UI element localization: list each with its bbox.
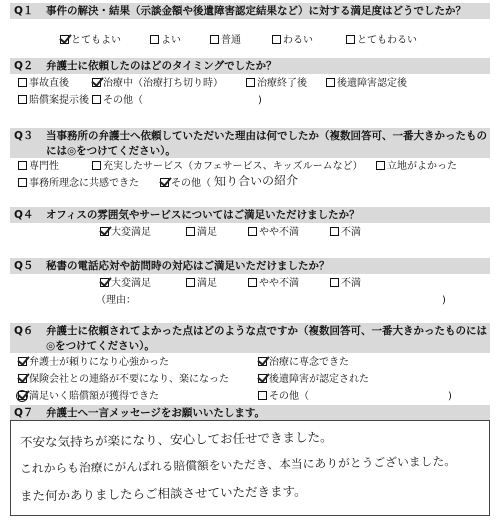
checkbox-checked[interactable] [100, 278, 109, 287]
q5-number: Q５ [14, 260, 34, 272]
q4-option-4[interactable]: 不満 [330, 226, 361, 240]
checkbox[interactable] [248, 278, 257, 287]
checkbox[interactable] [18, 161, 27, 170]
checkbox[interactable] [326, 78, 335, 87]
q2-option-6[interactable]: その他（ [92, 94, 143, 108]
q6-number: Q６ [14, 325, 34, 337]
q5-reason-label: （理由： [96, 295, 136, 306]
q1-number: Q１ [14, 5, 34, 17]
q2-option-5[interactable]: 賠償案提示後 [18, 94, 89, 108]
checkbox[interactable] [150, 35, 159, 44]
q6-question: 弁護士に依頼されてよかった点はどのような点ですか（複数回答可、一番大きかったものには [46, 325, 487, 337]
checkbox-checked[interactable] [18, 357, 27, 366]
checkbox-checked[interactable] [160, 178, 169, 187]
q2-close-paren: ) [258, 95, 262, 106]
q6-close-paren: ) [448, 391, 452, 402]
q2-header [10, 58, 490, 74]
checkbox[interactable] [18, 95, 27, 104]
checkbox-checked[interactable] [60, 35, 69, 44]
q6-option-4[interactable]: 後遺障害が認定された [258, 373, 369, 387]
q5-option-2[interactable]: 満足 [186, 277, 217, 291]
q3-option-5[interactable]: その他（ [160, 177, 211, 191]
q7-message-line-1: 不安な気持ちが楽になり、安心してお任せできました。 [19, 429, 333, 450]
q5-question: 秘書の電話応対や訪問時の対応はご満足いただけましたか？ [46, 260, 330, 272]
q1-option-3[interactable]: 普通 [210, 34, 241, 48]
q5-reason-close: ) [442, 295, 446, 306]
q1-option-1[interactable]: とてもよい [60, 34, 121, 48]
q1-question: 事件の解決・結果（示談金額や後遺障害認定結果など）に対する満足度はどうでしたか？ [46, 5, 466, 17]
q7-number: Q７ [14, 407, 34, 419]
checkbox[interactable] [248, 227, 257, 236]
q7-question: 弁護士へ一言メッセージをお願いいたします。 [46, 407, 266, 419]
q1-option-2[interactable]: よい [150, 34, 181, 48]
checkbox[interactable] [330, 227, 339, 236]
q2-option-2[interactable]: 治療中（治療打ち切り時） [92, 77, 223, 91]
q6-option-5[interactable]: 満足いく賠償額が獲得できた [18, 390, 159, 404]
double-circle-mark-icon [16, 390, 28, 402]
q3-question-line2: には◎をつけてください）。 [10, 144, 490, 158]
checkbox[interactable] [18, 178, 27, 187]
checkbox-checked[interactable] [258, 357, 267, 366]
q5-option-4[interactable]: 不満 [330, 277, 361, 291]
checkbox[interactable] [346, 35, 355, 44]
q4-question: オフィスの雰囲気やサービスについてはご満足いただけましたか？ [46, 209, 360, 221]
q4-header [10, 207, 490, 223]
q3-option-2[interactable]: 充実したサービス（カフェサービス、キッズルームなど） [92, 160, 363, 174]
checkbox-checked[interactable] [18, 374, 27, 383]
checkbox[interactable] [258, 391, 267, 400]
q6-question-line2: ◎をつけてください）。 [10, 339, 490, 353]
q1-header [10, 3, 490, 19]
q6-header [10, 323, 490, 339]
q3-header [10, 128, 490, 144]
q5-option-3[interactable]: やや不満 [248, 277, 299, 291]
q3-handwritten-answer: 知り合いの紹介 [213, 173, 299, 189]
q6-option-6[interactable]: その他（ [258, 390, 309, 404]
q1-option-5[interactable]: とてもわるい [346, 34, 417, 48]
q2-number: Q２ [14, 60, 34, 72]
q7-message-line-3: また何かありましたらご相談させていただきます。 [19, 483, 307, 504]
q6-option-2[interactable]: 治療に専念できた [258, 356, 349, 370]
q3-option-3[interactable]: 立地がよかった [376, 160, 457, 174]
checkbox[interactable] [186, 278, 195, 287]
checkbox[interactable] [186, 227, 195, 236]
q4-option-2[interactable]: 満足 [186, 226, 217, 240]
checkbox[interactable] [246, 78, 255, 87]
q5-option-1[interactable]: 大変満足 [100, 277, 151, 291]
checkbox[interactable] [210, 35, 219, 44]
q3-number: Q３ [14, 130, 34, 142]
q5-header [10, 258, 490, 274]
q3-question: 当事務所の弁護士へ依頼していただいた理由は何でしたか（複数回答可、一番大きかったもの [46, 130, 487, 142]
checkbox[interactable] [92, 161, 101, 170]
q4-number: Q４ [14, 209, 34, 221]
q6-option-1[interactable]: 弁護士が頼りになり心強かった [18, 356, 169, 370]
checkbox-checked[interactable] [92, 78, 101, 87]
checkbox[interactable] [376, 161, 385, 170]
q6-option-3[interactable]: 保険会社との連絡が不要になり、楽になった [18, 373, 229, 387]
checkbox[interactable] [92, 95, 101, 104]
q7-message-line-2: これからも治療にがんばれる賠償額をいただき、本当にありがとうございました。 [19, 454, 457, 476]
q2-option-1[interactable]: 事故直後 [18, 77, 69, 91]
q3-option-4[interactable]: 事務所理念に共感できた [18, 177, 139, 191]
q3-option-1[interactable]: 専門性 [18, 160, 59, 174]
checkbox-checked[interactable] [100, 227, 109, 236]
q1-option-4[interactable]: わるい [272, 34, 313, 48]
q2-option-4[interactable]: 後遺障害認定後 [326, 77, 407, 91]
q4-option-1[interactable]: 大変満足 [100, 226, 151, 240]
checkbox[interactable] [272, 35, 281, 44]
q2-option-3[interactable]: 治療終了後 [246, 77, 307, 91]
checkbox-checked[interactable] [258, 374, 267, 383]
checkbox[interactable] [18, 78, 27, 87]
q7-header [10, 405, 490, 421]
checkbox[interactable] [330, 278, 339, 287]
q4-option-3[interactable]: やや不満 [248, 226, 299, 240]
q2-question: 弁護士に依頼したのはどのタイミングでしたか？ [46, 60, 277, 72]
